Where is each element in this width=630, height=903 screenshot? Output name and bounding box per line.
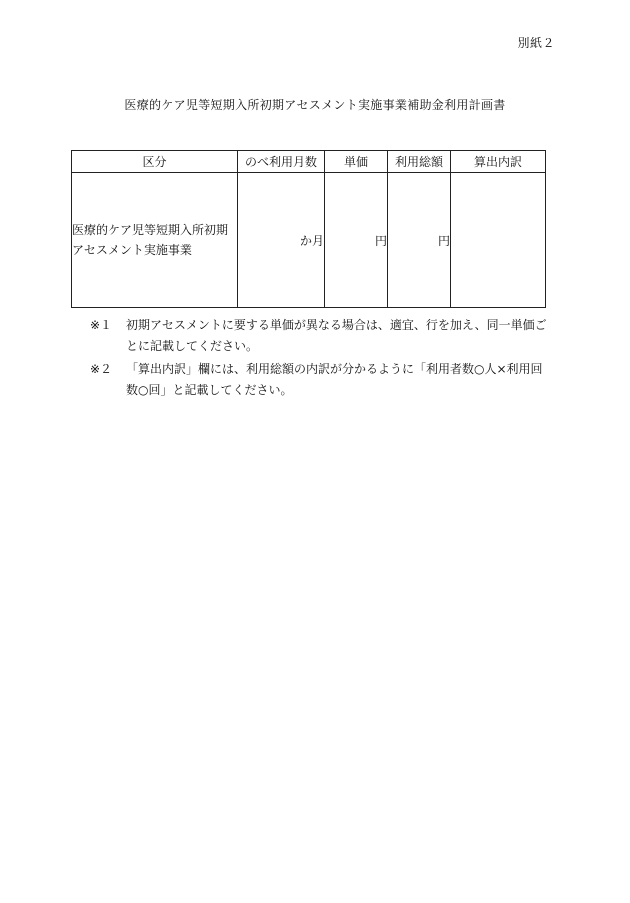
total-cell[interactable] [388, 173, 451, 308]
table-row [72, 173, 546, 308]
category-line-2: アセスメント実施事業 [72, 243, 192, 257]
note-item [90, 359, 552, 401]
column-header-total: 利用総額 [388, 151, 451, 173]
note-item [90, 315, 552, 357]
months-cell[interactable] [238, 173, 325, 308]
note-mark: ※２ [90, 362, 113, 376]
category-cell [72, 173, 238, 308]
document-title: 医療的ケア児等短期入所初期アセスメント実施事業補助金利用計画書 [124, 98, 506, 112]
notes-section [90, 315, 552, 403]
column-header-months: のべ利用月数 [238, 151, 325, 173]
months-unit: か月 [299, 233, 324, 248]
unit-price-unit: 円 [374, 233, 387, 248]
column-header-category: 区分 [72, 151, 238, 173]
note-text: 初期アセスメントに要する単価が異なる場合は、適宜、行を加え、同一単価ごとに記載してください。 [126, 318, 547, 353]
category-line-1: 医療的ケア児等短期入所初期 [72, 223, 229, 237]
table-header-row [72, 151, 546, 173]
note-mark: ※１ [90, 318, 113, 332]
breakdown-cell[interactable] [451, 173, 546, 308]
note-text: 「算出内訳」欄には、利用総額の内訳が分かるように「利用者数○人×利用回数○回」と記載してください。 [126, 362, 543, 397]
plan-table [71, 150, 546, 308]
column-header-breakdown: 算出内訳 [451, 151, 546, 173]
unit-price-cell[interactable] [325, 173, 388, 308]
appendix-label: 別紙２ [517, 36, 555, 50]
total-unit: 円 [437, 233, 450, 248]
column-header-unit-price: 単価 [325, 151, 388, 173]
